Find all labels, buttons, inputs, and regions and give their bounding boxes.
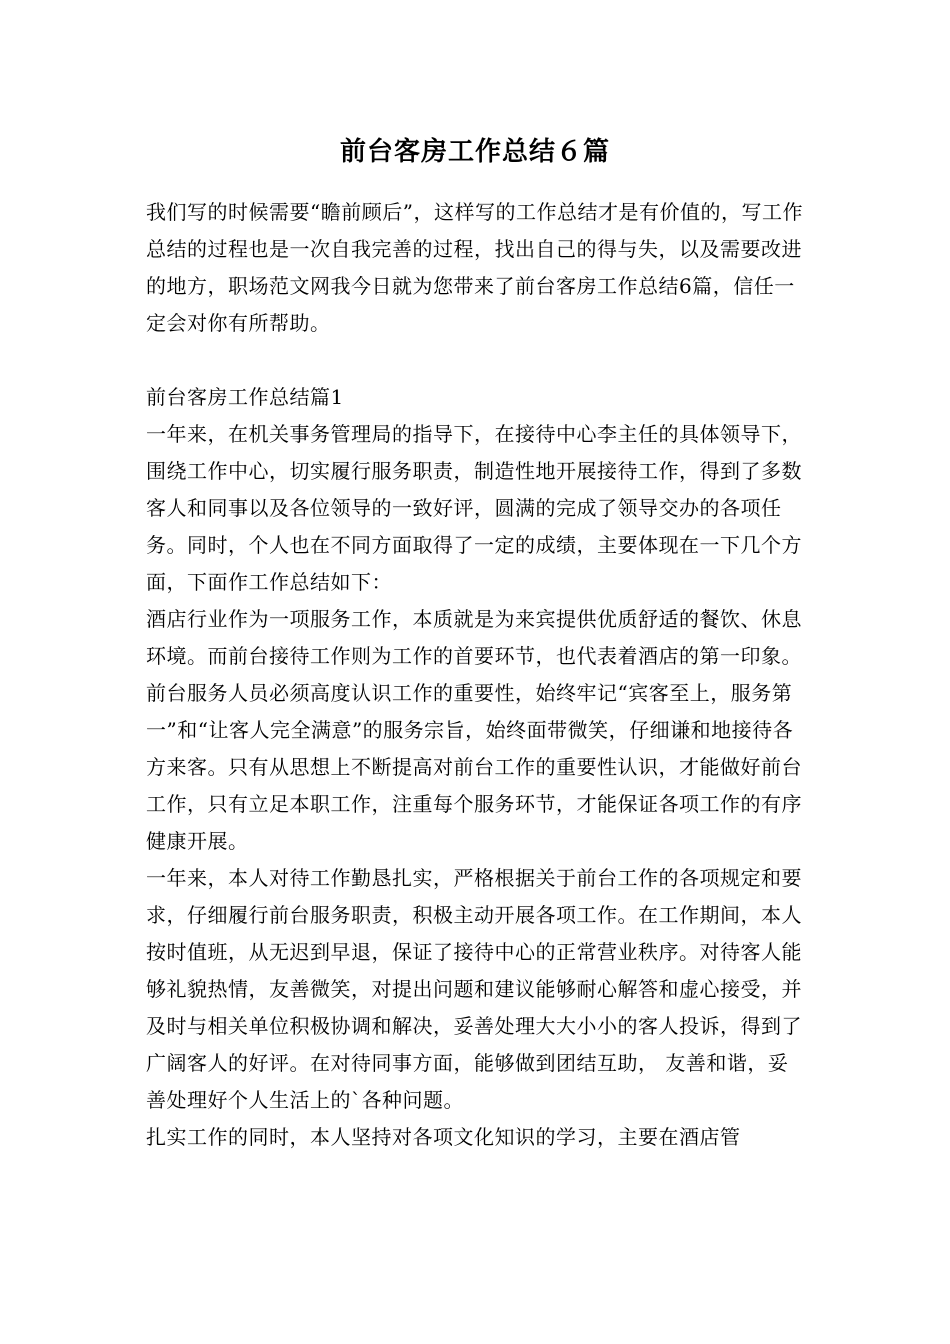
- section-heading: 前台客房工作总结篇1: [146, 385, 344, 409]
- body-paragraph-1: 一年来，在机关事务管理局的指导下，在接待中心李主任的具体领导下，围绕工作中心，切实履行服务职责，制造性地开展接待工作，得到了多数客人和同事以及各位领导的一致好评，圆满的完成了领导交办的各项任务。同时，个人也在不同方面取得了一定的成绩，主要体现在一下几个方面，下面作工作总结如下：: [146, 422, 802, 594]
- document-body: [146, 379, 806, 1156]
- intro-paragraph: 我们写的时候需要“瞻前顾后”，这样写的工作总结才是有价值的，写工作总结的过程也是一次自我完善的过程，找出自己的得与失，以及需要改进的地方，职场范文网我今日就为您带来了前台客房工作总结6篇，信任一定会对你有所帮助。: [146, 200, 803, 335]
- body-paragraph-4: 扎实工作的同时，本人坚持对各项文化知识的学习，主要在酒店管: [146, 1125, 741, 1149]
- body-paragraph-3: 一年来，本人对待工作勤恳扎实，严格根据关于前台工作的各项规定和要求，仔细履行前台服务职责，积极主动开展各项工作。在工作期间，本人按时值班，从无迟到早退，保证了接待中心的正常营业秩序。对待客人能够礼貌热情，友善微笑，对提出问题和建议能够耐心解答和虚心接受，并及时与相关单位积极协调和解决，妥善处理大大小小的客人投诉，得到了广阔客人的好评。在对待同事方面，能够做到团结互助， 友善和谐，妥善处理好个人生活上的`各种问题。: [146, 866, 802, 1112]
- body-paragraph-2: 酒店行业作为一项服务工作，本质就是为来宾提供优质舒适的餐饮、休息环境。而前台接待工作则为工作的首要环节，也代表着酒店的第一印象。前台服务人员必须高度认识工作的重要性，始终牢记“宾客至上，服务第一”和“让客人完全满意”的服务宗旨，始终面带微笑，仔细谦和地接待各方来客。只有从思想上不断提高对前台工作的重要性认识，才能做好前台工作，只有立足本职工作，注重每个服务环节，才能保证各项工作的有序健康开展。: [146, 607, 802, 853]
- document-title: 前台客房工作总结６篇: [339, 137, 610, 167]
